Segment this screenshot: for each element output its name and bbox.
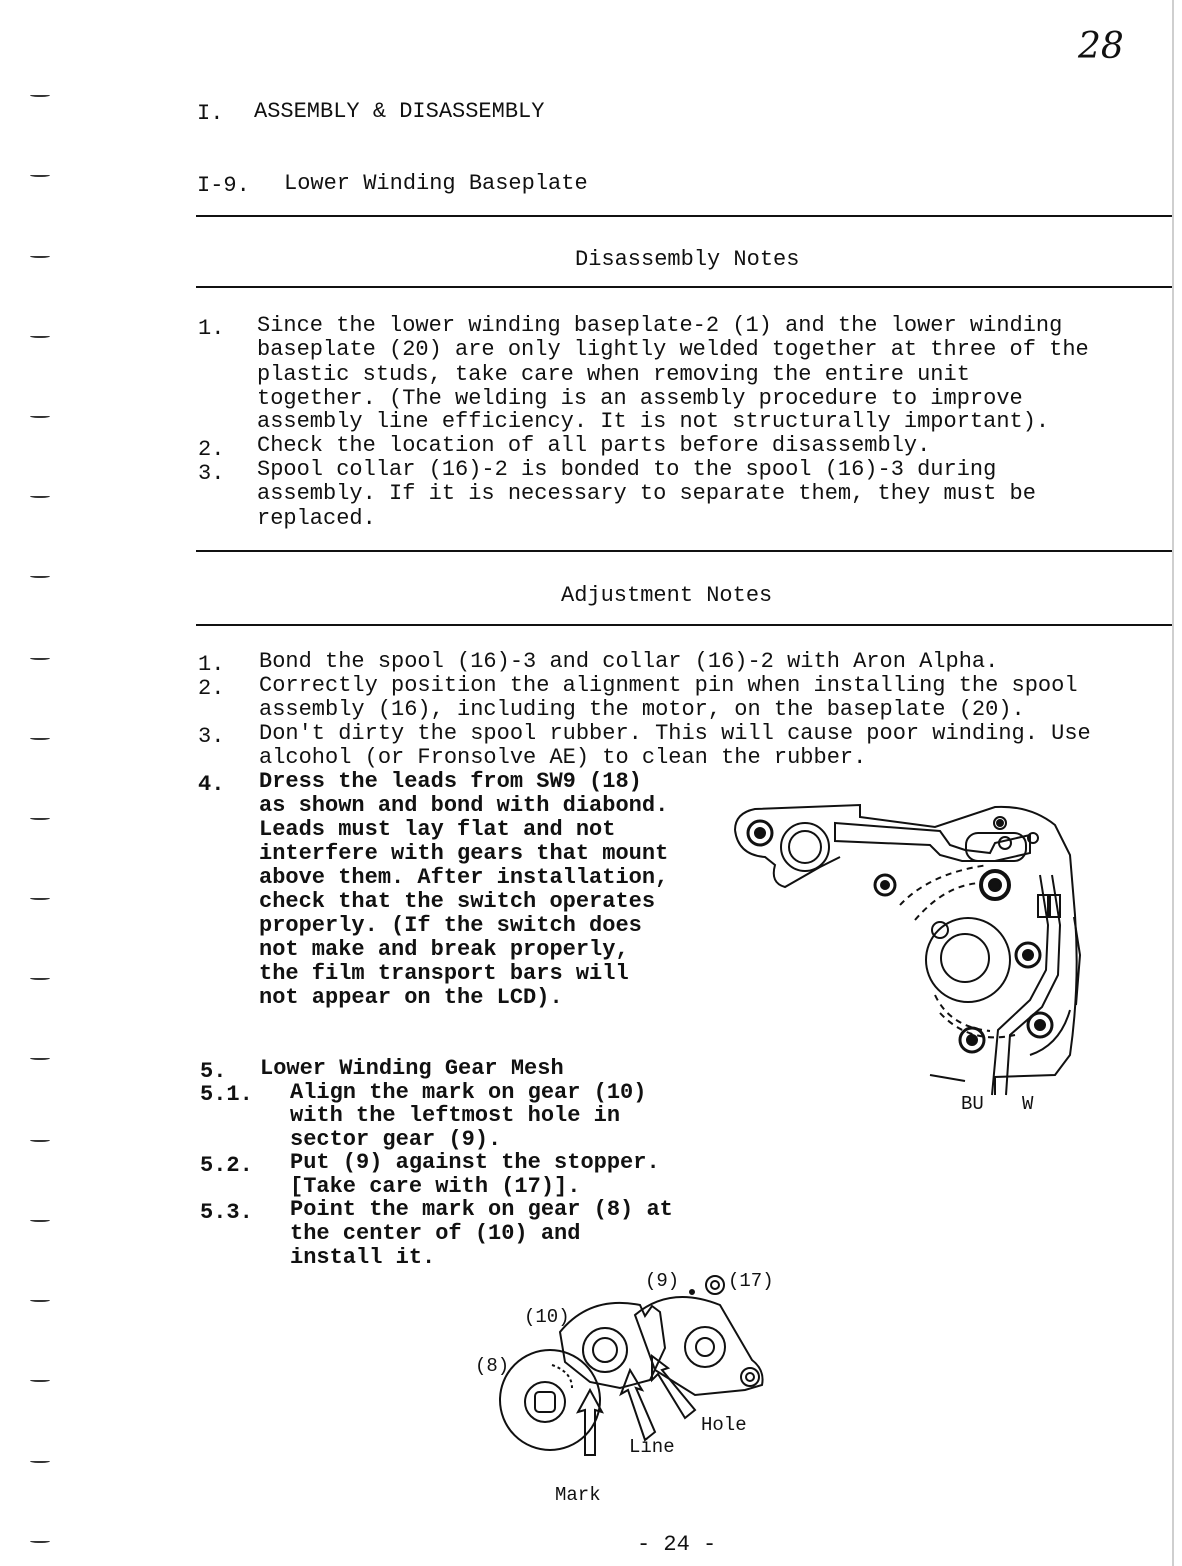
list-item-line: assembly line efficiency. It is not structurally important). bbox=[257, 409, 1050, 434]
label-gear-17: (17) bbox=[728, 1270, 774, 1292]
list-number: 4. bbox=[198, 772, 225, 797]
section-title: ASSEMBLY & DISASSEMBLY bbox=[254, 99, 545, 124]
label-gear-10: (10) bbox=[524, 1306, 570, 1328]
list-item-line: properly. (If the switch does bbox=[259, 913, 642, 938]
list-item-line: Lower Winding Gear Mesh bbox=[260, 1056, 564, 1081]
list-item-line: Bond the spool (16)-3 and collar (16)-2 with Aron Alpha. bbox=[259, 649, 999, 674]
list-item-line: not make and break properly, bbox=[259, 937, 629, 962]
list-number: 3. bbox=[198, 461, 225, 486]
section-number: I. bbox=[197, 101, 224, 126]
label-bu: BU bbox=[961, 1093, 984, 1115]
list-item-line: baseplate (20) are only lightly welded together at three of the bbox=[257, 337, 1089, 362]
sub-number: 5.3. bbox=[200, 1200, 253, 1225]
list-number: 5. bbox=[200, 1059, 227, 1084]
list-number: 1. bbox=[198, 316, 225, 341]
page-number: - 24 - bbox=[637, 1532, 717, 1557]
list-item-line: not appear on the LCD). bbox=[259, 985, 563, 1010]
list-item-line: assembly. If it is necessary to separate them, they must be bbox=[257, 481, 1036, 506]
list-item-line: sector gear (9). bbox=[290, 1127, 502, 1152]
label-gear-8: (8) bbox=[475, 1355, 510, 1377]
list-item-line: interfere with gears that mount bbox=[259, 841, 669, 866]
list-item-line: Point the mark on gear (8) at bbox=[290, 1197, 673, 1222]
list-item-line: plastic studs, take care when removing the entire unit bbox=[257, 362, 970, 387]
list-item-line: as shown and bond with diabond. bbox=[259, 793, 669, 818]
subsection-number: I-9. bbox=[197, 173, 250, 198]
list-item-line: Spool collar (16)-2 is bonded to the spool (16)-3 during bbox=[257, 457, 997, 482]
list-number: 3. bbox=[198, 724, 225, 749]
label-hole: Hole bbox=[701, 1414, 747, 1436]
adjustment-heading: Adjustment Notes bbox=[561, 583, 773, 608]
divider bbox=[196, 550, 1172, 552]
label-line: Line bbox=[629, 1436, 675, 1458]
sub-number: 5.2. bbox=[200, 1153, 253, 1178]
page-edge bbox=[1172, 0, 1174, 1566]
list-item-line: assembly (16), including the motor, on the baseplate (20). bbox=[259, 697, 1025, 722]
divider bbox=[196, 624, 1172, 626]
list-item-line: Since the lower winding baseplate-2 (1) and the lower winding bbox=[257, 313, 1063, 338]
list-item-line: Don't dirty the spool rubber. This will cause poor winding. Use bbox=[259, 721, 1091, 746]
list-item-line: Put (9) against the stopper. bbox=[290, 1150, 660, 1175]
baseplate-lead-diagram bbox=[730, 795, 1090, 1115]
list-item-line: the film transport bars will bbox=[259, 961, 629, 986]
list-item-line: alcohol (or Fronsolve AE) to clean the rubber. bbox=[259, 745, 867, 770]
label-mark: Mark bbox=[555, 1484, 601, 1506]
list-item-line: Check the location of all parts before disassembly. bbox=[257, 433, 931, 458]
list-number: 2. bbox=[198, 437, 225, 462]
list-item-line: Align the mark on gear (10) bbox=[290, 1080, 647, 1105]
page-label: 28 bbox=[1078, 26, 1124, 67]
list-item-line: above them. After installation, bbox=[259, 865, 669, 890]
list-item-line: Correctly position the alignment pin when installing the spool bbox=[259, 673, 1078, 698]
list-item-line: Leads must lay flat and not bbox=[259, 817, 616, 842]
list-item-line: replaced. bbox=[257, 506, 376, 531]
list-number: 1. bbox=[198, 652, 225, 677]
label-gear-9: (9) bbox=[645, 1270, 680, 1292]
list-item-line: the center of (10) and bbox=[290, 1221, 581, 1246]
list-number: 2. bbox=[198, 676, 225, 701]
divider bbox=[196, 286, 1172, 288]
divider bbox=[196, 215, 1172, 217]
label-w: W bbox=[1022, 1093, 1034, 1115]
list-item-line: Dress the leads from SW9 (18) bbox=[259, 769, 642, 794]
subsection-title: Lower Winding Baseplate bbox=[284, 171, 588, 196]
list-item-line: together. (The welding is an assembly procedure to improve bbox=[257, 386, 1023, 411]
list-item-line: with the leftmost hole in bbox=[290, 1103, 621, 1128]
sub-number: 5.1. bbox=[200, 1082, 253, 1107]
list-item-line: [Take care with (17)]. bbox=[290, 1174, 581, 1199]
disassembly-heading: Disassembly Notes bbox=[575, 247, 800, 272]
list-item-line: install it. bbox=[290, 1245, 436, 1270]
list-item-line: check that the switch operates bbox=[259, 889, 656, 914]
